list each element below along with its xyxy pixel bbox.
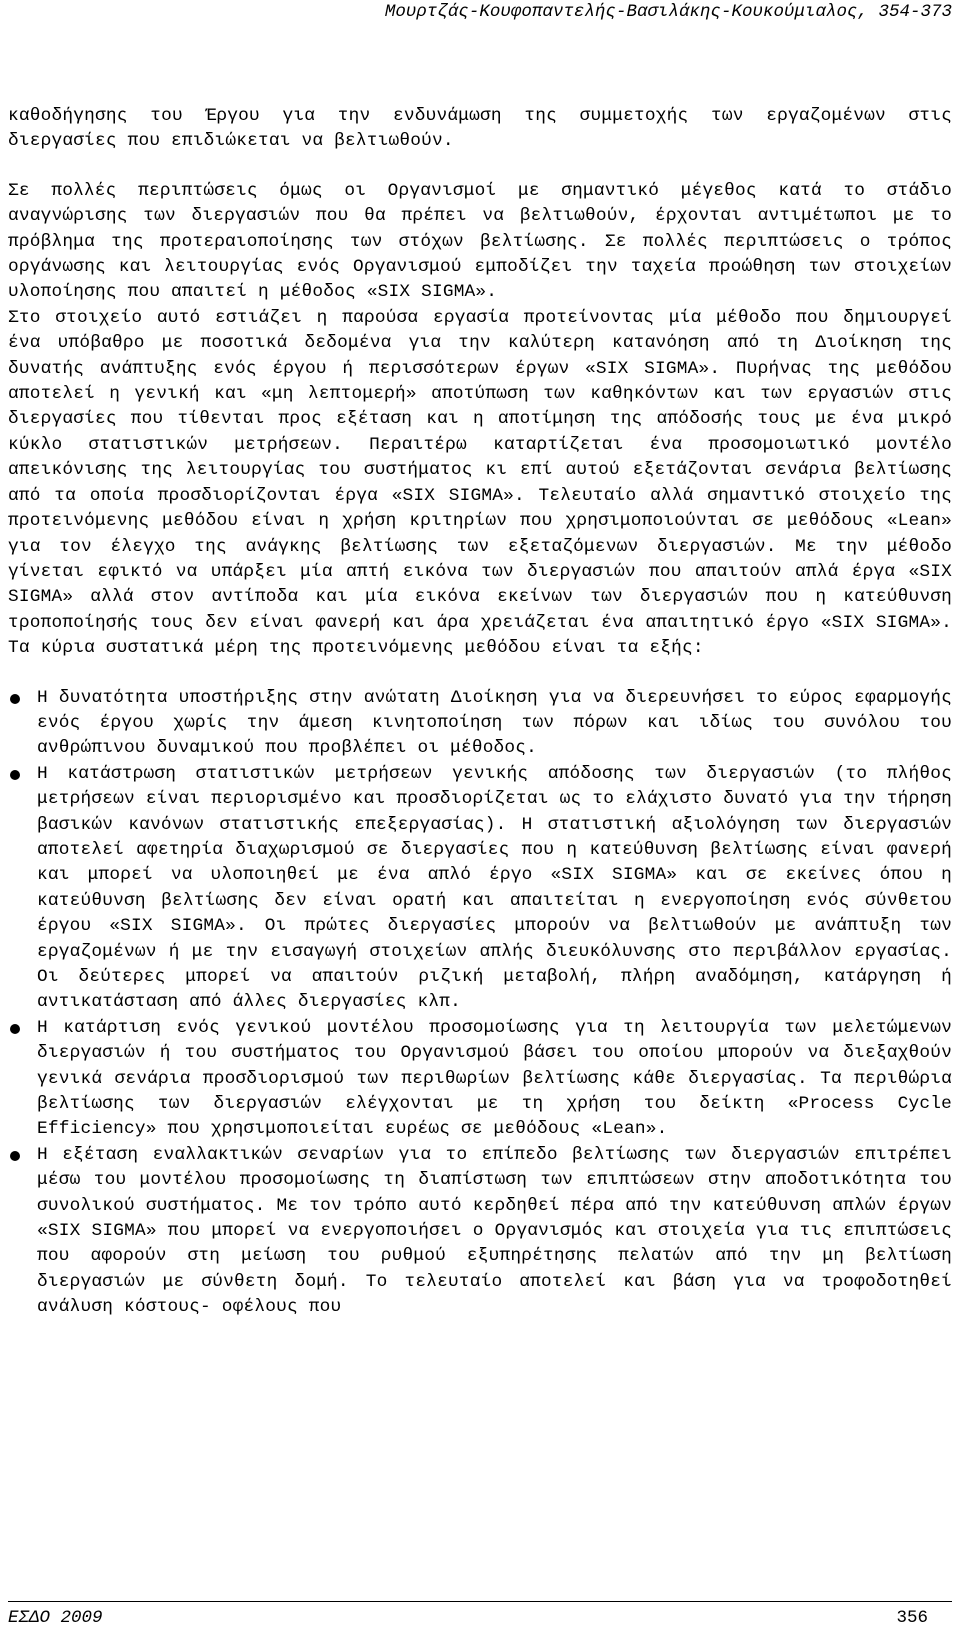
paragraph: Στο στοιχείο αυτό εστιάζει η παρούσα εργασία προτείνοντας μία μέθοδο που δημιουργεί ένα υπόβαθρο με ποσοτικά δεδομένα για την καλύτερη κατανόηση από τη Διοίκηση της δυνατής ανάπτυξης ενός έργου ή περισσότερων έργων «SIX SIGMA». Πυρήνας της μεθόδου αποτελεί η γενική και «μη λεπτομερή» αποτύπωση των καθηκόντων και των εργασιών στις διεργασίες που τίθενται προς εξέταση και η αποτίμηση της απόδοσής τους με ένα μικρό κύκλο στατιστικών μετρήσεων. Περαιτέρω καταρτίζεται ένα προσομοιωτικό μοντέλο απεικόνισης της λειτουργίας του συστήματος κι επί αυτού εξετάζονται σενάρια βελτίωσης από τα οποία προσδιορίζονται έργα «SIX SIGMA». Τελευταίο αλλά σημαντικό στοιχείο της προτεινόμενης μεθόδου είναι η χρήση κριτηρίων που χρησιμοποιούνται σε μεθόδους «Lean» για τον έλεγχο της ανάγκης βελτίωσης των εξεταζόμενων διεργασιών. Με την μέθοδο γίνεται εφικτό να υπάρξει μία απτή εικόνα των διεργασιών που απαιτούν απλά έργα «SIX SIGMA» αλλά στον αντίποδα και μία εικόνα εκείνων των διεργασιών που η κατεύθυνση τροποποίησής τους δεν είναι φανερή και άρα χρειάζεται ένα απαιτητικό έργο «SIX SIGMA». Τα κύρια συστατικά μέρη της προτεινόμενης μεθόδου είναι τα εξής: [8, 307, 952, 659]
list-item-text: Η κατάστρωση στατιστικών μετρήσεων γενικής απόδοσης των διεργασιών (το πλήθος μετρήσεων είναι περιορισμένο και προσδιορίζεται ως το ελάχιστο δυνατό για την τήρηση βασικών κανόνων στατιστικής επεξεργασίας). Η στατιστική αξιολόγηση των διεργασιών αποτελεί αφετηρία διαχωρισμού σε διεργασίες που η κατεύθυνση βελτίωσης είναι φανερή και μπορεί να υλοποιηθεί με ένα απλό έργο «SIX SIGMA» και σε εκείνες όπου η κατεύθυνση βελτίωσης δεν είναι ορατή και απαιτείται η ενεργοποίηση ενός σύνθετου έργου «SIX SIGMA». Οι πρώτες διεργασίες μπορούν να βελτιωθούν με ανάπτυξη των εργαζομένων ή με την εισαγωγή στοιχείων απλής διευκόλυνσης στο περιβάλλον εργασίας. Οι δεύτερες μπορεί να απαιτούν ριζική μεταβολή, πλήρη αναδόμηση, κατάργηση ή αντικατάσταση από άλλες διεργασίες κλπ. [37, 763, 952, 1013]
list-spacer [8, 662, 952, 686]
paragraph-continued: καθοδήγησης του Έργου για την ενδυνάμωση της συμμετοχής των εργαζομένων στις διεργασίες που επιδιώκεται να βελτιωθούν. [8, 106, 952, 152]
list-item [8, 1143, 952, 1321]
list-item [8, 762, 952, 1016]
list-item [8, 686, 952, 762]
bullet-icon [10, 1024, 20, 1034]
paragraph-spacer [8, 155, 952, 179]
bullet-icon [10, 1151, 20, 1161]
footer-divider [8, 1601, 952, 1602]
bullet-icon [10, 694, 20, 704]
journal-name: ΕΣΔΟ 2009 [8, 1608, 103, 1628]
main-content [8, 104, 952, 1321]
list-item [8, 1016, 952, 1143]
list-item-text: Η δυνατότητα υποστήριξης στην ανώτατη Διοίκηση για να διερευνήσει το εύρος εφαρμογής ενός έργου χωρίς την άμεση κινητοποίηση των πόρων και ιδίως του συνόλου του ανθρώπινου δυναμικού που προβλέπει οι μέθοδος. [37, 687, 952, 759]
running-title: Μουρτζάς-Κουφοπαντελής-Βασιλάκης-Κουκούμιαλος, 354-373 [384, 2, 952, 22]
page-number: 356 [896, 1608, 928, 1628]
list-item-text: Η εξέταση εναλλακτικών σεναρίων για το επίπεδο βελτίωσης των διεργασιών επιτρέπει μέσω του μοντέλου προσομοίωσης τη διαπίστωση των επιπτώσεων στην αποδοτικότητα του συνολικού συστήματος. Με τον τρόπο αυτό κερδηθεί πέρα από την κατεύθυνση απλών έργων «SIX SIGMA» που μπορεί να ενεργοποιήσει ο Οργανισμός και στοιχεία για τις επιπτώσεις που αφορούν στη μείωση του ρυθμού εξυπηρέτησης πελατών από την μη βελτίωση διεργασιών με σύνθετη δομή. Το τελευταίο αποτελεί και βάση για να τροφοδοτηθεί ανάλυση κόστους- οφέλους που [37, 1144, 952, 1318]
bullet-icon [10, 770, 20, 780]
page-footer [8, 1606, 928, 1630]
list-item-text: Η κατάρτιση ενός γενικού μοντέλου προσομοίωσης για τη λειτουργία των μελετώμενων διεργασιών ή του συστήματος του Οργανισμού βάσει του οποίου μπορούν να διεξαχθούν γενικά σενάρια προσδιορισμού των περιθωρίων βελτίωσης κάθε διεργασίας. Τα περιθώρια βελτίωσης των διεργασιών ελέγχονται με τη χρήση του δείκτη «Process Cycle Efficiency» που χρησιμοποιείται ευρέως σε μεθόδους «Lean». [37, 1017, 952, 1140]
paragraph: Σε πολλές περιπτώσεις όμως οι Οργανισμοί με σημαντικό μέγεθος κατά το στάδιο αναγνώρισης των διεργασιών που θα πρέπει να βελτιωθούν, έρχονται αντιμέτωποι με το πρόβλημα της προτεραιοποίησης των στόχων βελτίωσης. Σε πολλές περιπτώσεις ο τρόπος οργάνωσης και λειτουργίας ενός Οργανισμού εμποδίζει την ταχεία προώθηση των στοιχείων υλοποίησης που απαιτεί η μέθοδος «SIX SIGMA». [8, 180, 952, 303]
running-header [0, 0, 952, 30]
bullet-list [8, 686, 952, 1321]
